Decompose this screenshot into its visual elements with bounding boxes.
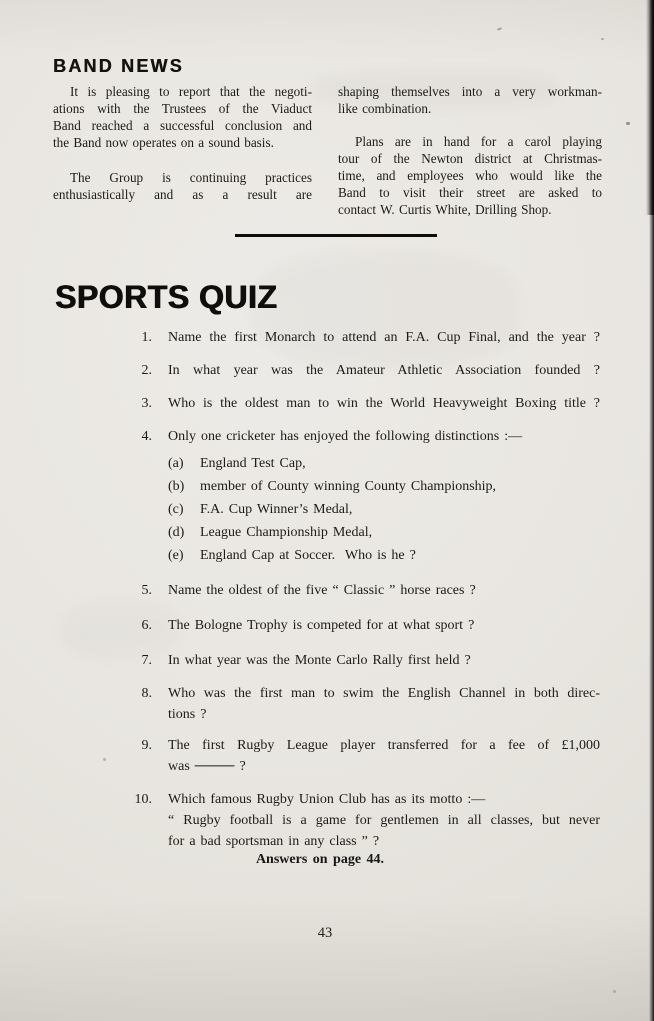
- text-line: ations with the Trustees of the Viaduct: [53, 101, 312, 116]
- question-quote-line: “ Rugby football is a game for gentlemen in all classes, but never: [168, 813, 600, 828]
- scan-speck: [601, 38, 604, 40]
- sub-item-d: [168, 522, 600, 543]
- sub-item-text: England Cap at Soccer. Who is he ?: [200, 548, 416, 563]
- quiz-question-1: [109, 327, 654, 348]
- text-line: enthusiastically and as a result are: [53, 187, 312, 202]
- text-line: Plans are in hand for a carol playing: [355, 134, 602, 149]
- paragraph: [53, 83, 312, 151]
- question-text: Who was the first man to swim the English Channel in both direc-: [168, 686, 600, 701]
- text-line: shaping themselves into a very workman-: [338, 84, 602, 99]
- question-number: 1.: [141, 330, 152, 345]
- sub-item-label: (e): [168, 548, 184, 563]
- scan-edge-shadow: [649, 0, 654, 1021]
- question-number: 7.: [141, 653, 152, 668]
- sub-item-text: England Test Cap,: [200, 456, 306, 471]
- scan-speck: [497, 27, 502, 31]
- question-number: 4.: [141, 429, 152, 444]
- question-number: 2.: [141, 363, 152, 378]
- text-line: Band to visit their street are asked to: [338, 185, 602, 200]
- sub-item-label: (a): [168, 456, 184, 471]
- text-line: The Group is continuing practices: [70, 170, 312, 185]
- quiz-question-2: [109, 360, 654, 381]
- question-text: Who is the oldest man to win the World Heavyweight Boxing title ?: [168, 396, 600, 411]
- quiz-question-7: [109, 650, 654, 671]
- text-line: tour of the Newton district at Christmas-: [338, 151, 602, 166]
- question-text: Name the first Monarch to attend an F.A. Cup Final, and the year ?: [168, 330, 600, 345]
- text-line: the Band now operates on a sound basis.: [53, 135, 274, 150]
- sub-item-text: member of County winning County Championship,: [200, 479, 497, 494]
- question-text: Name the oldest of the five “ Classic ” horse races ?: [168, 583, 476, 598]
- answers-note: Answers on page 44.: [255, 852, 385, 867]
- band-news-right-column: [338, 83, 602, 218]
- quiz-question-5: [109, 580, 654, 601]
- section-divider-rule: [235, 234, 437, 237]
- text-line: like combination.: [338, 101, 432, 116]
- quiz-question-10: [109, 789, 654, 852]
- text-line: time, and employees who would like the: [338, 168, 602, 183]
- quiz-question-6: [109, 615, 654, 636]
- text-line: contact W. Curtis White, Drilling Shop.: [338, 202, 552, 217]
- question-number: 10.: [134, 792, 152, 807]
- quiz-question-9: [109, 735, 654, 777]
- question-text: In what year was the Monte Carlo Rally first held ?: [168, 653, 471, 668]
- question-text: The first Rugby League player transferred for a fee of £1,000: [168, 738, 600, 753]
- sub-item-c: [168, 499, 600, 520]
- question-text: Which famous Rugby Union Club has as its motto :—: [168, 792, 486, 807]
- band-news-left-column: [53, 83, 312, 218]
- question-number: 9.: [141, 738, 152, 753]
- question-number: 5.: [141, 583, 152, 598]
- quiz-question-4: [109, 426, 654, 568]
- sub-item-text: F.A. Cup Winner’s Medal,: [200, 502, 353, 517]
- quiz-question-8: [109, 683, 654, 725]
- band-news-heading: BAND NEWS: [53, 56, 184, 76]
- sub-item-label: (d): [168, 525, 185, 540]
- question-quote-line: for a bad sportsman in any class ” ?: [168, 834, 380, 849]
- scan-speck: [613, 990, 616, 993]
- sports-quiz-heading: SPORTS QUIZ: [55, 279, 278, 315]
- paragraph: [338, 83, 602, 117]
- question-text: In what year was the Amateur Athletic Association founded ?: [168, 363, 600, 378]
- scan-speck: [626, 122, 630, 125]
- sub-item-label: (b): [168, 479, 185, 494]
- question-text: Only one cricketer has enjoyed the following distinctions :—: [168, 429, 523, 444]
- question-number: 8.: [141, 686, 152, 701]
- sub-item-a: [168, 453, 600, 474]
- text-line: It is pleasing to report that the negoti-: [70, 84, 312, 99]
- sub-item-text: League Championship Medal,: [200, 525, 373, 540]
- page-number: 43: [317, 925, 333, 941]
- question-text: The Bologne Trophy is competed for at what sport ?: [168, 618, 475, 633]
- band-news-article: [53, 83, 602, 218]
- text-line: Band reached a successful conclusion and: [53, 118, 312, 133]
- quiz-question-list: [0, 327, 654, 864]
- question-text-blank-line: was ──── ?: [168, 759, 246, 774]
- question-number: 3.: [141, 396, 152, 411]
- question-text: tions ?: [168, 707, 207, 722]
- paragraph: [53, 169, 312, 203]
- sub-item-b: [168, 476, 600, 497]
- sub-item-e: [168, 545, 600, 566]
- sub-item-label: (c): [168, 502, 184, 517]
- quiz-question-3: [109, 393, 654, 414]
- question-sub-list: [168, 453, 600, 566]
- paragraph: [338, 133, 602, 218]
- question-number: 6.: [141, 618, 152, 633]
